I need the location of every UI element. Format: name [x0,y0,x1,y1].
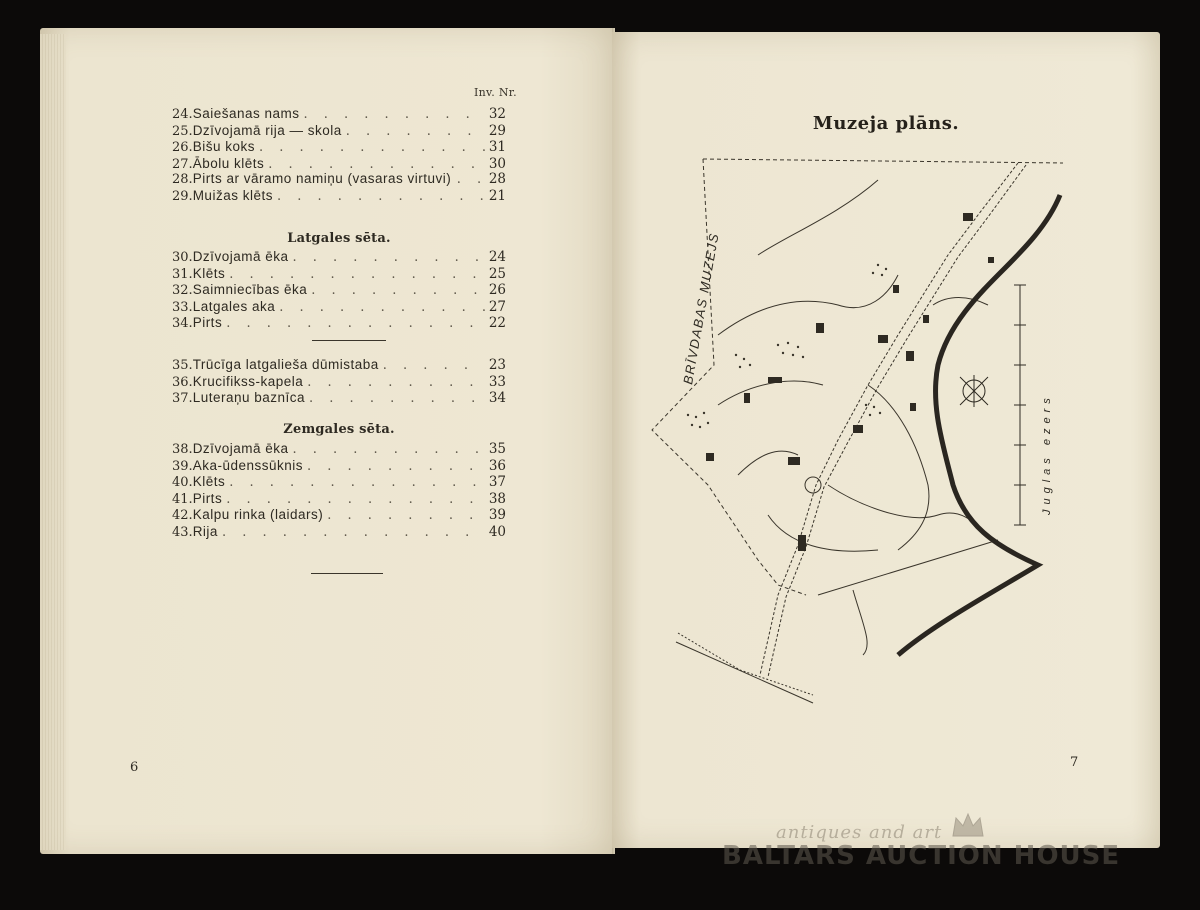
leader-dots [226,316,485,332]
map-orchard [792,354,794,356]
leader-dots [307,459,485,475]
map-building [744,393,750,403]
leader-dots [304,107,485,123]
list-item [172,441,506,458]
map-building [988,257,994,263]
map-orchard [865,404,867,406]
map-orchard [735,354,737,356]
item-label: Saiešanas nams [192,106,300,121]
list-item [172,491,506,508]
leader-dots [268,157,485,173]
map-building [798,535,806,551]
list-item [172,172,506,188]
map-orchard [782,352,784,354]
item-label: Klēts [192,265,226,281]
item-label: Klēts [192,474,226,489]
item-label: Saimniecības ēka [192,282,308,297]
map-road-lower [676,642,813,703]
map-path [768,515,878,551]
item-label: Pirts [192,315,223,330]
item-inventory-number: 28 [488,171,506,187]
watermark-brand: BALTARS AUCTION HOUSE [722,841,1121,871]
map-path [718,381,823,405]
map-boundary-west [652,159,806,595]
map-orchard [743,358,745,360]
map-building [906,351,914,361]
museum-map [648,155,1068,715]
leader-dots [226,492,485,508]
map-label-museum: BRĪVDABAS MUZEJS [680,231,722,386]
item-label: Kalpu rinka (laidars) [192,507,324,522]
map-road-main-edge [768,165,1026,677]
map-building [878,335,888,343]
item-label: Dzīvojamā ēka [192,249,289,264]
map-orchard [749,364,751,366]
item-label: Trūcīga latgalieša dūmistaba [192,357,379,372]
list-zemgale [172,441,506,540]
item-inventory-number: 24 [488,249,506,265]
map-building [963,213,973,221]
map-building [923,315,929,323]
leader-dots [383,358,485,374]
map-orchard [687,414,689,416]
map-orchard [739,366,741,368]
item-number: 37. [172,391,193,406]
item-number: 24. [172,107,193,122]
map-circle [805,477,821,493]
page-number-right: 7 [1070,755,1079,770]
item-number: 29. [172,188,193,204]
item-number: 25. [172,123,193,139]
item-number: 41. [172,491,193,507]
leader-dots [292,250,484,266]
compass-icon [960,375,988,407]
section-title-latgale: Latgales sēta. [287,231,391,246]
item-label: Aka-ūdenssūknis [192,457,303,473]
watermark-script: antiques and art [776,822,943,843]
list-item [172,249,506,266]
crown-icon [950,810,986,840]
map-title: Muzeja plāns. [812,113,960,134]
page-number-left: 6 [130,760,139,775]
page-stack-edge [40,34,66,850]
map-boundary-top [703,159,1063,163]
map-path [853,590,867,655]
scale-bar [1014,285,1026,525]
list-item [172,139,506,156]
item-label: Dzīvojamā ēka [192,441,289,456]
map-orchard [699,426,701,428]
list-item [172,299,506,316]
item-label: Krucifikss-kapela [192,373,304,389]
map-building [893,285,899,293]
leader-dots [346,124,485,140]
item-label: Pirts [192,490,223,506]
item-inventory-number: 33 [488,373,506,390]
leader-dots [327,508,485,524]
item-number: 34. [172,316,193,331]
map-building [768,377,782,383]
item-number: 43. [172,524,193,540]
leader-dots [229,475,485,491]
leader-dots [309,391,485,407]
leader-dots [259,140,485,156]
map-orchard [869,414,871,416]
item-number: 39. [172,458,193,474]
item-number: 28. [172,172,193,187]
list-middle [172,357,506,407]
item-inventory-number: 32 [488,106,506,122]
list-item [172,458,506,475]
map-orchard [877,264,879,266]
map-orchard [879,412,881,414]
item-inventory-number: 40 [488,523,506,540]
list-item [172,315,506,332]
map-building [816,323,824,333]
item-inventory-number: 23 [488,357,506,373]
map-orchard [707,422,709,424]
list-item [172,282,506,299]
item-number: 40. [172,475,193,490]
end-divider [311,573,383,574]
map-building [788,457,800,465]
list-item [172,156,506,173]
map-orchard [885,268,887,270]
item-inventory-number: 21 [488,187,506,204]
list-item [172,507,506,524]
map-path [933,298,988,306]
item-label: Latgales aka [192,298,276,314]
list-item [172,188,506,205]
map-path [718,275,898,335]
list-item [172,524,506,541]
item-inventory-number: 27 [488,298,506,315]
leader-dots [277,189,485,205]
item-inventory-number: 36 [488,457,506,474]
map-orchard [802,356,804,358]
list-item [172,474,506,491]
item-inventory-number: 39 [488,507,506,523]
item-number: 38. [172,442,193,457]
item-label: Pirts ar vāramo namiņu (vasaras virtuvi) [192,171,452,186]
item-inventory-number: 25 [488,265,506,282]
item-inventory-number: 34 [488,390,506,406]
item-inventory-number: 22 [488,315,506,331]
item-label: Luteraņu baznīca [192,390,306,405]
map-path [758,180,878,255]
item-number: 35. [172,358,193,373]
item-inventory-number: 38 [488,490,506,507]
map-orchard [872,272,874,274]
item-label: Bišu koks [192,139,255,154]
item-number: 32. [172,283,193,298]
item-number: 33. [172,299,193,315]
lake-shore [898,195,1060,655]
map-road-lower-dashed [678,633,813,695]
section-divider [312,340,386,341]
leader-dots [229,267,485,283]
leader-dots [457,172,485,188]
map-orchard [695,416,697,418]
map-path [818,540,998,595]
item-inventory-number: 26 [488,282,506,298]
list-item [172,390,506,407]
list-item [172,266,506,283]
item-number: 36. [172,374,193,390]
map-orchard [881,274,883,276]
leader-dots [279,300,485,316]
item-number: 31. [172,266,193,282]
item-label: Dzīvojamā rija — skola [192,122,342,138]
inventory-number-header: Inv. Nr. [474,86,517,99]
list-item [172,123,506,140]
section-title-zemgale: Zemgales sēta. [283,422,395,437]
list-latgale [172,249,506,332]
map-building [706,453,714,461]
map-path [868,385,929,550]
list-item [172,357,506,374]
leader-dots [292,442,484,458]
item-inventory-number: 29 [488,122,506,139]
item-label: Rija [192,523,218,539]
item-label: Ābolu klēts [192,155,265,171]
item-inventory-number: 37 [488,474,506,490]
map-building [853,425,863,433]
list-item [172,106,506,123]
item-number: 26. [172,140,193,155]
map-orchard [703,412,705,414]
list-top [172,106,506,204]
map-label-lake: Juglas ezers [1041,393,1053,515]
leader-dots [311,283,485,299]
item-inventory-number: 35 [488,441,506,457]
item-inventory-number: 30 [488,155,506,172]
map-orchard [787,342,789,344]
map-orchard [691,424,693,426]
item-number: 30. [172,250,193,265]
leader-dots [307,375,485,391]
map-orchard [873,406,875,408]
item-label: Muižas klēts [192,187,273,203]
leader-dots [222,525,485,541]
watermark [722,822,1122,871]
item-inventory-number: 31 [488,139,506,155]
list-item [172,374,506,391]
map-orchard [777,344,779,346]
item-number: 27. [172,156,193,172]
map-orchard [797,346,799,348]
item-number: 42. [172,508,193,523]
map-building [910,403,916,411]
